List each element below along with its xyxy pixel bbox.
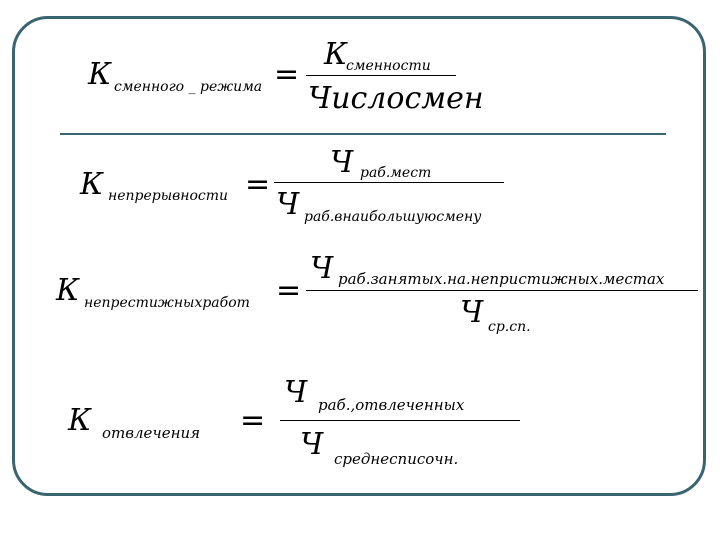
denominator-symbol: Ч (300, 427, 324, 462)
fraction-bar (306, 290, 698, 291)
lhs-symbol: К (68, 403, 92, 438)
lhs-subscript: сменного _ режима (114, 79, 263, 95)
denominator-subscript: среднесписочн. (334, 450, 459, 468)
denominator-symbol: Ч (460, 295, 484, 330)
numerator-symbol: Ч (284, 375, 308, 410)
equals-sign: = (276, 273, 302, 308)
denominator-symbol: Ч (276, 187, 300, 222)
lhs-symbol: К (56, 273, 80, 308)
lhs-subscript: отвлечения (102, 424, 201, 442)
lhs-subscript: непрестижныхработ (84, 295, 250, 311)
numerator-subscript: раб.занятых.на.непристижных.местах (338, 270, 665, 288)
denominator-subscript: раб.внаибольшуюсмену (304, 209, 482, 225)
equals-sign: = (245, 167, 271, 202)
section-divider (60, 133, 666, 135)
equals-sign: = (240, 403, 266, 438)
lhs-subscript: непрерывности (108, 188, 229, 204)
numerator-subscript: сменности (346, 58, 431, 74)
fraction-bar (306, 75, 456, 76)
denominator-subscript: ср.сп. (488, 319, 531, 335)
lhs-symbol: К (88, 57, 112, 92)
fraction-bar (280, 420, 520, 421)
numerator-subscript: раб.,отвлеченных (318, 396, 465, 414)
lhs-symbol: К (80, 167, 104, 202)
denominator-text: Числосмен (308, 81, 484, 116)
numerator-subscript: раб.мест (360, 165, 432, 181)
equals-sign: = (274, 57, 300, 92)
fraction-bar (274, 182, 504, 183)
numerator-symbol: Ч (310, 251, 334, 286)
numerator-symbol: Ч (330, 145, 354, 180)
numerator-symbol: К (324, 37, 348, 72)
